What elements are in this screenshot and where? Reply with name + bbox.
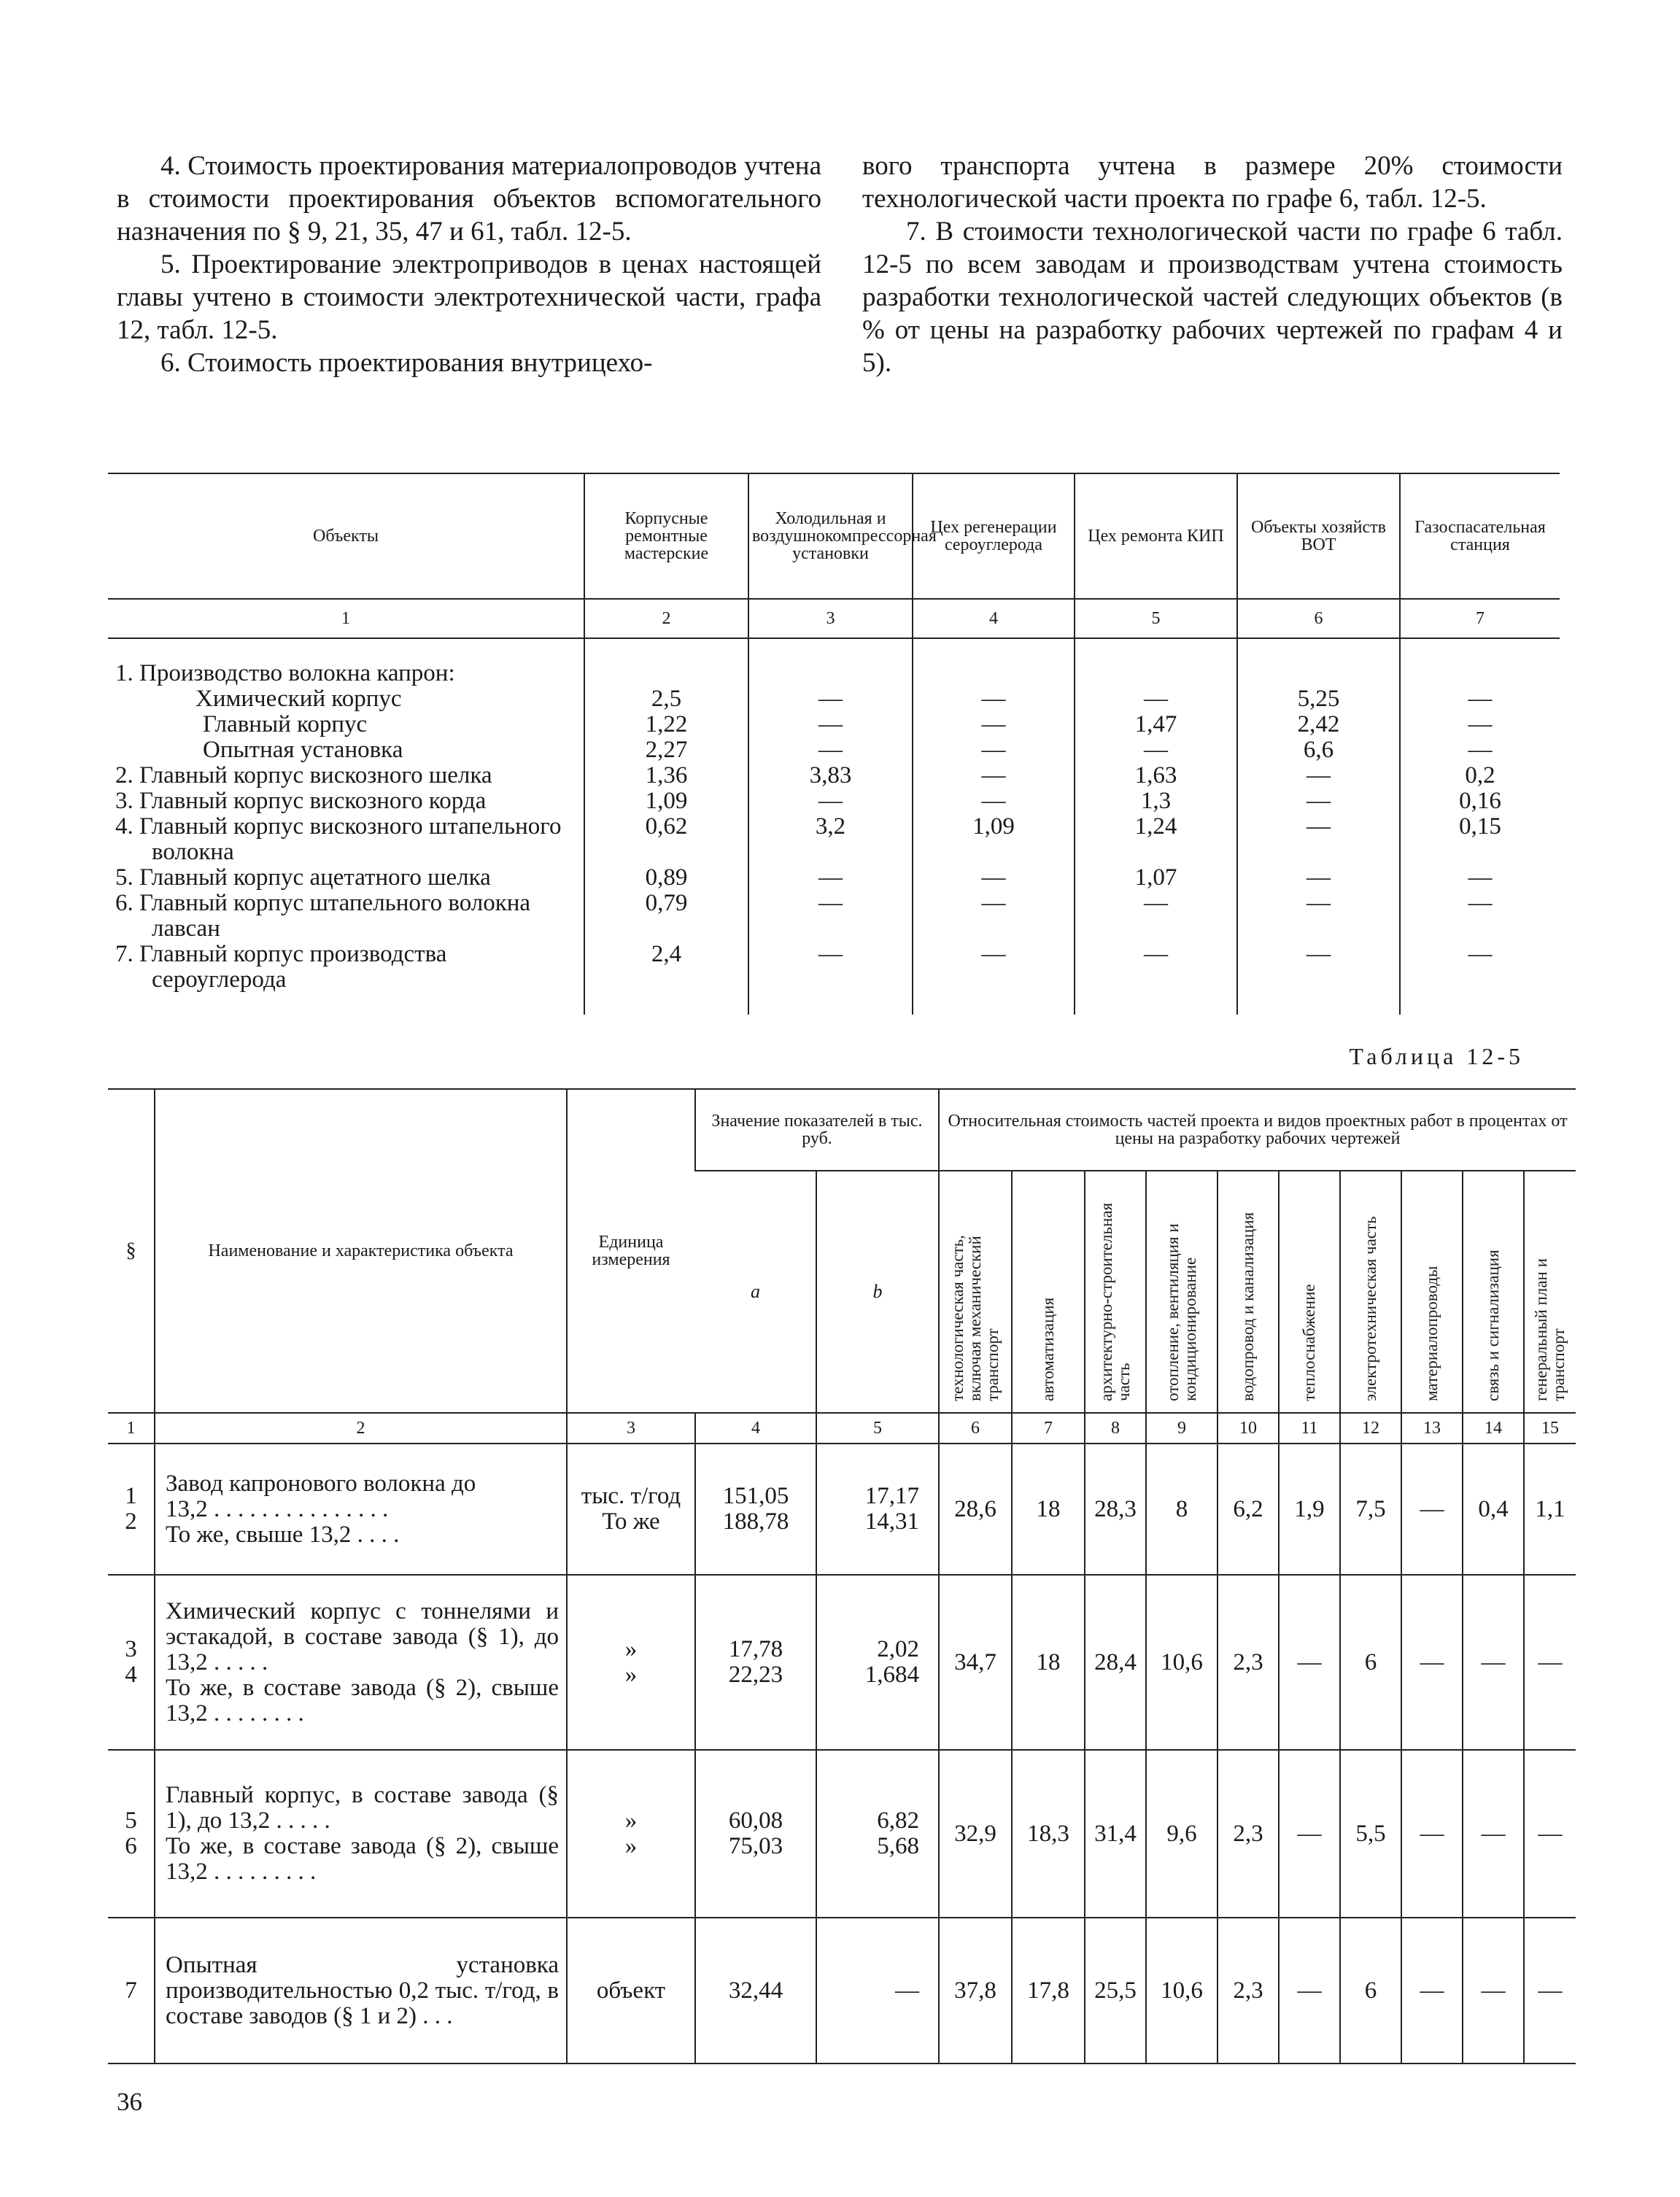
t2-vh-electro: электротехническая часть [1340, 1171, 1401, 1413]
t2-vh-hvac: отопление, вентиляция и кондиционирование [1146, 1171, 1218, 1413]
t1-cell: 1,36 [584, 763, 748, 788]
t2-vh-plan: генеральный план и транспорт [1524, 1171, 1576, 1413]
t2-value-a: 32,44 [695, 1918, 816, 2064]
t2-colnum: 13 [1401, 1413, 1463, 1444]
t1-cell: 1,22 [584, 712, 748, 737]
t1-cell: 0,16 [1400, 788, 1560, 814]
intro-column-left [117, 150, 821, 379]
t1-cell: 2,5 [584, 686, 748, 712]
t2-rel-value: — [1279, 1575, 1340, 1750]
t1-cell: — [1237, 891, 1400, 942]
t2-rel-value: — [1524, 1918, 1576, 2064]
t1-row [108, 814, 1560, 865]
t2-unit: тыс. т/год То же [567, 1444, 695, 1575]
objects-table [108, 473, 1560, 1015]
t2-value-a: 60,08 75,03 [695, 1750, 816, 1918]
t1-cell: — [1075, 686, 1237, 712]
t1-header-kip: Цех ремонта КИП [1075, 473, 1237, 599]
t1-cell: — [748, 686, 913, 712]
t2-colnum: 15 [1524, 1413, 1576, 1444]
t2-vh-material: материалопроводы [1401, 1171, 1463, 1413]
t1-row [108, 865, 1560, 891]
t1-header-workshops: Корпусные ремонтные мастерские [584, 473, 748, 599]
t1-cell [1400, 661, 1560, 686]
t1-cell: — [748, 942, 913, 993]
t1-cell: 5,25 [1237, 686, 1400, 712]
t1-cell: — [913, 737, 1075, 763]
t1-object-name: 5. Главный корпус ацетатного шелка [115, 864, 491, 891]
t2-rel-value: 25,5 [1085, 1918, 1146, 2064]
intro-column-right [862, 150, 1563, 379]
paragraph-7: 7. В стоимости технологической части по графе 6 табл. 12-5 по всем заводам и производствам учтена стоимость разработки технологической частей следующих объектов (в % от цены на разработку рабочих чертежей по графам 4 и 5). [862, 217, 1563, 378]
t2-header-name: Наименование и характеристика объекта [155, 1089, 567, 1413]
t2-vh-comm: связь и сигнализация [1463, 1171, 1524, 1413]
t1-object-name: 3. Главный корпус вискозного корда [115, 788, 487, 814]
t2-par: 7 [125, 1977, 137, 2004]
t2-rel-value: — [1463, 1918, 1524, 2064]
t2-rel-value: 18 [1012, 1444, 1085, 1575]
t1-cell: 1,09 [584, 788, 748, 814]
t2-value-b: 17,17 14,31 [816, 1444, 939, 1575]
t1-cell [584, 661, 748, 686]
t1-cell: — [1400, 942, 1560, 993]
t1-object-name: 6. Главный корпус штапельного волокна лавсан [115, 890, 531, 942]
t2-rel-value: 28,4 [1085, 1575, 1146, 1750]
t2-row-group [108, 1575, 1576, 1750]
t1-cell: — [1075, 737, 1237, 763]
t2-rel-value: 0,4 [1463, 1444, 1524, 1575]
t1-cell: — [1237, 788, 1400, 814]
t1-cell: — [1075, 891, 1237, 942]
t1-header-objects: Объекты [313, 527, 379, 546]
t1-cell: — [748, 891, 913, 942]
t2-value-b: — [816, 1918, 939, 2064]
t1-cell: — [913, 865, 1075, 891]
t2-colnum: 11 [1279, 1413, 1340, 1444]
t2-colnum: 4 [695, 1413, 816, 1444]
t2-value-a: 151,05 188,78 [695, 1444, 816, 1575]
t2-rel-value: 32,9 [939, 1750, 1012, 1918]
t2-colnum: 10 [1218, 1413, 1279, 1444]
paragraph-5: 5. Проектирование электроприводов в ценах настоящей главы учтено в стоимости электротехнической части, графа 12, табл. 12-5. [117, 249, 821, 345]
t2-rel-value: 2,3 [1218, 1918, 1279, 2064]
t2-header-values: Значение показателей в тыс. руб. [695, 1089, 939, 1171]
t1-object-name: 1. Производство волокна капрон: [115, 660, 455, 686]
t1-cell: — [1237, 814, 1400, 865]
t1-cell: 6,6 [1237, 737, 1400, 763]
t1-row [108, 891, 1560, 942]
t1-cell: — [748, 737, 913, 763]
t1-header-regeneration: Цех регенерации сероуглерода [913, 473, 1075, 599]
t2-rel-value: 37,8 [939, 1918, 1012, 2064]
t2-rel-value: — [1279, 1918, 1340, 2064]
t1-cell: 1,63 [1075, 763, 1237, 788]
t2-vh-water: водопровод и канализация [1218, 1171, 1279, 1413]
cost-table [108, 1088, 1568, 2064]
t1-cell: — [748, 712, 913, 737]
t1-cell: — [1400, 737, 1560, 763]
t1-cell: — [913, 788, 1075, 814]
t2-rel-value: — [1463, 1575, 1524, 1750]
t1-cell: — [1075, 942, 1237, 993]
t1-colnum: 4 [913, 599, 1075, 638]
t1-colnum: 1 [108, 599, 584, 638]
t1-cell: — [748, 865, 913, 891]
t2-colnum: 1 [108, 1413, 155, 1444]
t2-rel-value: 10,6 [1146, 1918, 1218, 2064]
t1-object-name: Главный корпус [203, 711, 368, 737]
t2-vh-arch: архитектурно-строительная часть [1085, 1171, 1146, 1413]
t2-rel-value: 7,5 [1340, 1444, 1401, 1575]
t1-cell: — [1400, 865, 1560, 891]
t1-header-refrigeration: Холодильная и воздушнокомпрессорная установки [748, 473, 913, 599]
t2-value-a: 17,78 22,23 [695, 1575, 816, 1750]
t2-par: 1 2 [125, 1483, 137, 1535]
t2-rel-value: — [1524, 1750, 1576, 1918]
t1-cell: — [913, 763, 1075, 788]
t1-cell: — [1237, 763, 1400, 788]
t1-cell: 0,79 [584, 891, 748, 942]
page-number: 36 [117, 2088, 142, 2116]
table-title: Таблица 12-5 [1349, 1043, 1524, 1069]
t2-rel-value: 1,9 [1279, 1444, 1340, 1575]
t2-rel-value: 18,3 [1012, 1750, 1085, 1918]
t1-cell: — [913, 712, 1075, 737]
t2-par: 5 6 [125, 1807, 137, 1859]
t1-cell: 3,83 [748, 763, 913, 788]
t1-cell: — [1400, 891, 1560, 942]
paragraph-6-cont: вого транспорта учтена в размере 20% стоимости технологической части проекта по графе 6, табл. 12-5. [862, 151, 1563, 214]
t1-row [108, 661, 1560, 686]
t2-header-relative: Относительная стоимость частей проекта и видов проектных работ в процентах от цены на разработку рабочих чертежей [939, 1089, 1576, 1171]
t1-cell: 0,2 [1400, 763, 1560, 788]
t2-row-group [108, 1918, 1576, 2064]
t2-name: Опытная установка производительностью 0,2 тыс. т/год, в составе заводов (§ 1 и 2) . . . [155, 1918, 567, 2064]
t1-header-rescue: Газоспасательная станция [1400, 473, 1560, 599]
t1-cell: — [1237, 865, 1400, 891]
t2-header-a: a [751, 1281, 760, 1302]
paragraph-6: 6. Стоимость проектирования внутрицехо- [160, 348, 653, 378]
t2-rel-value: 28,6 [939, 1444, 1012, 1575]
t2-colnum: 14 [1463, 1413, 1524, 1444]
t1-colnum: 5 [1075, 599, 1237, 638]
t2-rel-value: 28,3 [1085, 1444, 1146, 1575]
t2-rel-value: — [1401, 1750, 1463, 1918]
t2-rel-value: 8 [1146, 1444, 1218, 1575]
t2-rel-value: 9,6 [1146, 1750, 1218, 1918]
t1-cell [913, 661, 1075, 686]
t2-header-b: b [816, 1171, 939, 1413]
t1-cell [748, 661, 913, 686]
t1-cell: — [913, 891, 1075, 942]
t1-row [108, 788, 1560, 814]
t1-row [108, 712, 1560, 737]
t1-object-name: 2. Главный корпус вискозного шелка [115, 762, 492, 788]
t2-rel-value: 6 [1340, 1918, 1401, 2064]
t2-unit: объект [567, 1918, 695, 2064]
t2-header-unit: Единица измерения [567, 1089, 695, 1413]
t2-rel-value: — [1401, 1918, 1463, 2064]
t2-rel-value: 2,3 [1218, 1575, 1279, 1750]
t1-row [108, 737, 1560, 763]
t1-colnum: 6 [1237, 599, 1400, 638]
paragraph-4: 4. Стоимость проектирования материалопроводов учтена в стоимости проектирования объектов вспомогательного назначения по § 9, 21, 35, 47 и 61, табл. 12-5. [117, 151, 821, 247]
t2-rel-value: 6 [1340, 1575, 1401, 1750]
t1-object-name: Опытная установка [203, 737, 403, 763]
t1-object-name: 4. Главный корпус вискозного штапельного волокна [115, 813, 562, 865]
t2-row-group [108, 1444, 1576, 1575]
t2-colnum: 5 [816, 1413, 939, 1444]
t1-row [108, 942, 1560, 993]
t1-cell: 1,3 [1075, 788, 1237, 814]
t1-row [108, 686, 1560, 712]
t1-cell: — [913, 686, 1075, 712]
t2-vh-auto: автоматизация [1012, 1171, 1085, 1413]
t2-rel-value: 17,8 [1012, 1918, 1085, 2064]
t2-name: Завод капронового волокна до 13,2 . . . . . . . . . . . . . . . То же, свыше 13,2 . . . . [155, 1444, 567, 1575]
t2-rel-value: — [1279, 1750, 1340, 1918]
t1-cell: 0,15 [1400, 814, 1560, 865]
t1-cell: 0,62 [584, 814, 748, 865]
t2-unit: » » [567, 1750, 695, 1918]
t1-cell: 3,2 [748, 814, 913, 865]
t1-cell: 2,4 [584, 942, 748, 993]
t1-colnum: 2 [584, 599, 748, 638]
t1-cell: 2,27 [584, 737, 748, 763]
t1-cell: — [1400, 686, 1560, 712]
t2-vh-tech: технологическая часть, включая механический транспорт [939, 1171, 1012, 1413]
t2-rel-value: 5,5 [1340, 1750, 1401, 1918]
t1-cell: — [913, 942, 1075, 993]
t1-header-vot: Объекты хозяйств ВОТ [1237, 473, 1400, 599]
t2-colnum: 8 [1085, 1413, 1146, 1444]
t1-object-name: Химический корпус [196, 686, 402, 712]
t1-colnum: 7 [1400, 599, 1560, 638]
t2-unit: » » [567, 1575, 695, 1750]
t2-rel-value: 18 [1012, 1575, 1085, 1750]
t1-colnum: 3 [748, 599, 913, 638]
t1-cell [1075, 661, 1237, 686]
t1-cell: — [748, 788, 913, 814]
t2-rel-value: 34,7 [939, 1575, 1012, 1750]
t2-rel-value: 10,6 [1146, 1575, 1218, 1750]
t2-par: 3 4 [125, 1636, 137, 1688]
t1-cell: — [1400, 712, 1560, 737]
t2-colnum: 3 [567, 1413, 695, 1444]
t2-rel-value: — [1401, 1444, 1463, 1575]
t2-value-b: 6,82 5,68 [816, 1750, 939, 1918]
t1-row [108, 763, 1560, 788]
t2-value-b: 2,02 1,684 [816, 1575, 939, 1750]
t2-rel-value: 2,3 [1218, 1750, 1279, 1918]
t2-name: Главный корпус, в составе завода (§ 1), до 13,2 . . . . . То же, в составе завода (§ 2), свыше 13,2 . . . . . . . . . [155, 1750, 567, 1918]
t1-object-name: 7. Главный корпус производства сероуглерода [115, 941, 447, 993]
t2-rel-value: 31,4 [1085, 1750, 1146, 1918]
t2-colnum: 7 [1012, 1413, 1085, 1444]
t2-header-par: § [108, 1089, 155, 1413]
t2-colnum: 9 [1146, 1413, 1218, 1444]
t1-cell: 1,47 [1075, 712, 1237, 737]
t2-rel-value: 6,2 [1218, 1444, 1279, 1575]
t2-rel-value: 1,1 [1524, 1444, 1576, 1575]
t1-cell: 1,07 [1075, 865, 1237, 891]
t2-rel-value: — [1524, 1575, 1576, 1750]
t1-cell: 1,09 [913, 814, 1075, 865]
t2-colnum: 12 [1340, 1413, 1401, 1444]
t2-vh-heat: теплоснабжение [1279, 1171, 1340, 1413]
t1-cell: 1,24 [1075, 814, 1237, 865]
t2-rel-value: — [1463, 1750, 1524, 1918]
t1-cell: 2,42 [1237, 712, 1400, 737]
t2-colnum: 2 [155, 1413, 567, 1444]
t2-row-group [108, 1750, 1576, 1918]
t1-cell: — [1237, 942, 1400, 993]
t2-name: Химический корпус с тоннелями и эстакадой, в составе завода (§ 1), до 13,2 . . . . . То же, в составе завода (§ 2), свыше 13,2 . . . . . . . . [155, 1575, 567, 1750]
t2-rel-value: — [1401, 1575, 1463, 1750]
t1-cell: 0,89 [584, 865, 748, 891]
t1-cell [1237, 661, 1400, 686]
t2-colnum: 6 [939, 1413, 1012, 1444]
